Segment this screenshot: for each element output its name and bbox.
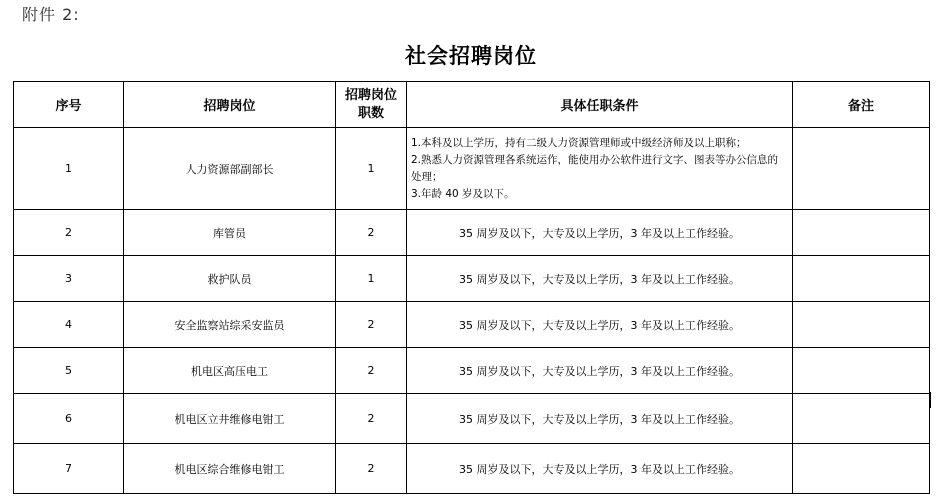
table-header-row [14, 82, 930, 128]
table-row [14, 348, 930, 394]
table-row [14, 444, 930, 494]
cell-position: 库管员 [124, 210, 336, 256]
requirement-line-2: 2.熟悉人力资源管理各系统运作，能使用办公软件进行文字、图表等办公信息的处理； [411, 153, 779, 183]
cell-requirements [407, 128, 793, 210]
cell-index: 1 [14, 128, 124, 210]
cell-count: 2 [336, 444, 407, 494]
header-position: 招聘岗位 [124, 82, 336, 128]
cell-position: 机电区立井维修电钳工 [124, 394, 336, 444]
header-count [336, 82, 407, 128]
header-requirements: 具体任职条件 [407, 82, 793, 128]
cell-index: 7 [14, 444, 124, 494]
cell-position: 机电区综合维修电钳工 [124, 444, 336, 494]
requirement-line-3: 3.年龄 40 岁及以下。 [411, 187, 515, 200]
cell-requirement: 35 周岁及以下，大专及以上学历，3 年及以上工作经验。 [407, 444, 793, 494]
table-row [14, 128, 930, 210]
recruitment-table [13, 81, 930, 494]
cell-remarks [793, 348, 930, 394]
header-index: 序号 [14, 82, 124, 128]
cell-index: 2 [14, 210, 124, 256]
cell-requirement: 35 周岁及以下，大专及以上学历，3 年及以上工作经验。 [407, 210, 793, 256]
cell-remarks [793, 210, 930, 256]
cell-position: 救护队员 [124, 256, 336, 302]
cell-requirement: 35 周岁及以下，大专及以上学历，3 年及以上工作经验。 [407, 256, 793, 302]
cell-count: 1 [336, 256, 407, 302]
cell-remarks [793, 256, 930, 302]
cell-requirement: 35 周岁及以下，大专及以上学历，3 年及以上工作经验。 [407, 394, 793, 444]
cell-remarks [793, 128, 930, 210]
cell-position: 安全监察站综采安监员 [124, 302, 336, 348]
header-count-line1: 招聘岗位 [344, 87, 397, 103]
header-remarks: 备注 [793, 82, 930, 128]
document-title: 社会招聘岗位 [405, 43, 537, 68]
cell-count: 1 [336, 128, 407, 210]
requirement-line-1: 1.本科及以上学历，持有二级人力资源管理师或中级经济师及以上职称； [411, 136, 747, 149]
table-row [14, 256, 930, 302]
cell-position: 机电区高压电工 [124, 348, 336, 394]
cell-requirement: 35 周岁及以下，大专及以上学历，3 年及以上工作经验。 [407, 348, 793, 394]
cell-count: 2 [336, 210, 407, 256]
cell-position: 人力资源部副部长 [124, 128, 336, 210]
table-row [14, 210, 930, 256]
cell-count: 2 [336, 302, 407, 348]
cell-remarks [793, 444, 930, 494]
cell-requirement: 35 周岁及以下，大专及以上学历，3 年及以上工作经验。 [407, 302, 793, 348]
cell-index: 4 [14, 302, 124, 348]
cell-count: 2 [336, 394, 407, 444]
attachment-label: 附件 2: [22, 5, 80, 24]
cell-index: 5 [14, 348, 124, 394]
table-row [14, 302, 930, 348]
header-count-line2: 职数 [357, 105, 384, 121]
cell-index: 3 [14, 256, 124, 302]
page-edge-mark [930, 392, 931, 408]
table-row [14, 394, 930, 444]
cell-remarks [793, 302, 930, 348]
cell-index: 6 [14, 394, 124, 444]
cell-count: 2 [336, 348, 407, 394]
cell-remarks [793, 394, 930, 444]
